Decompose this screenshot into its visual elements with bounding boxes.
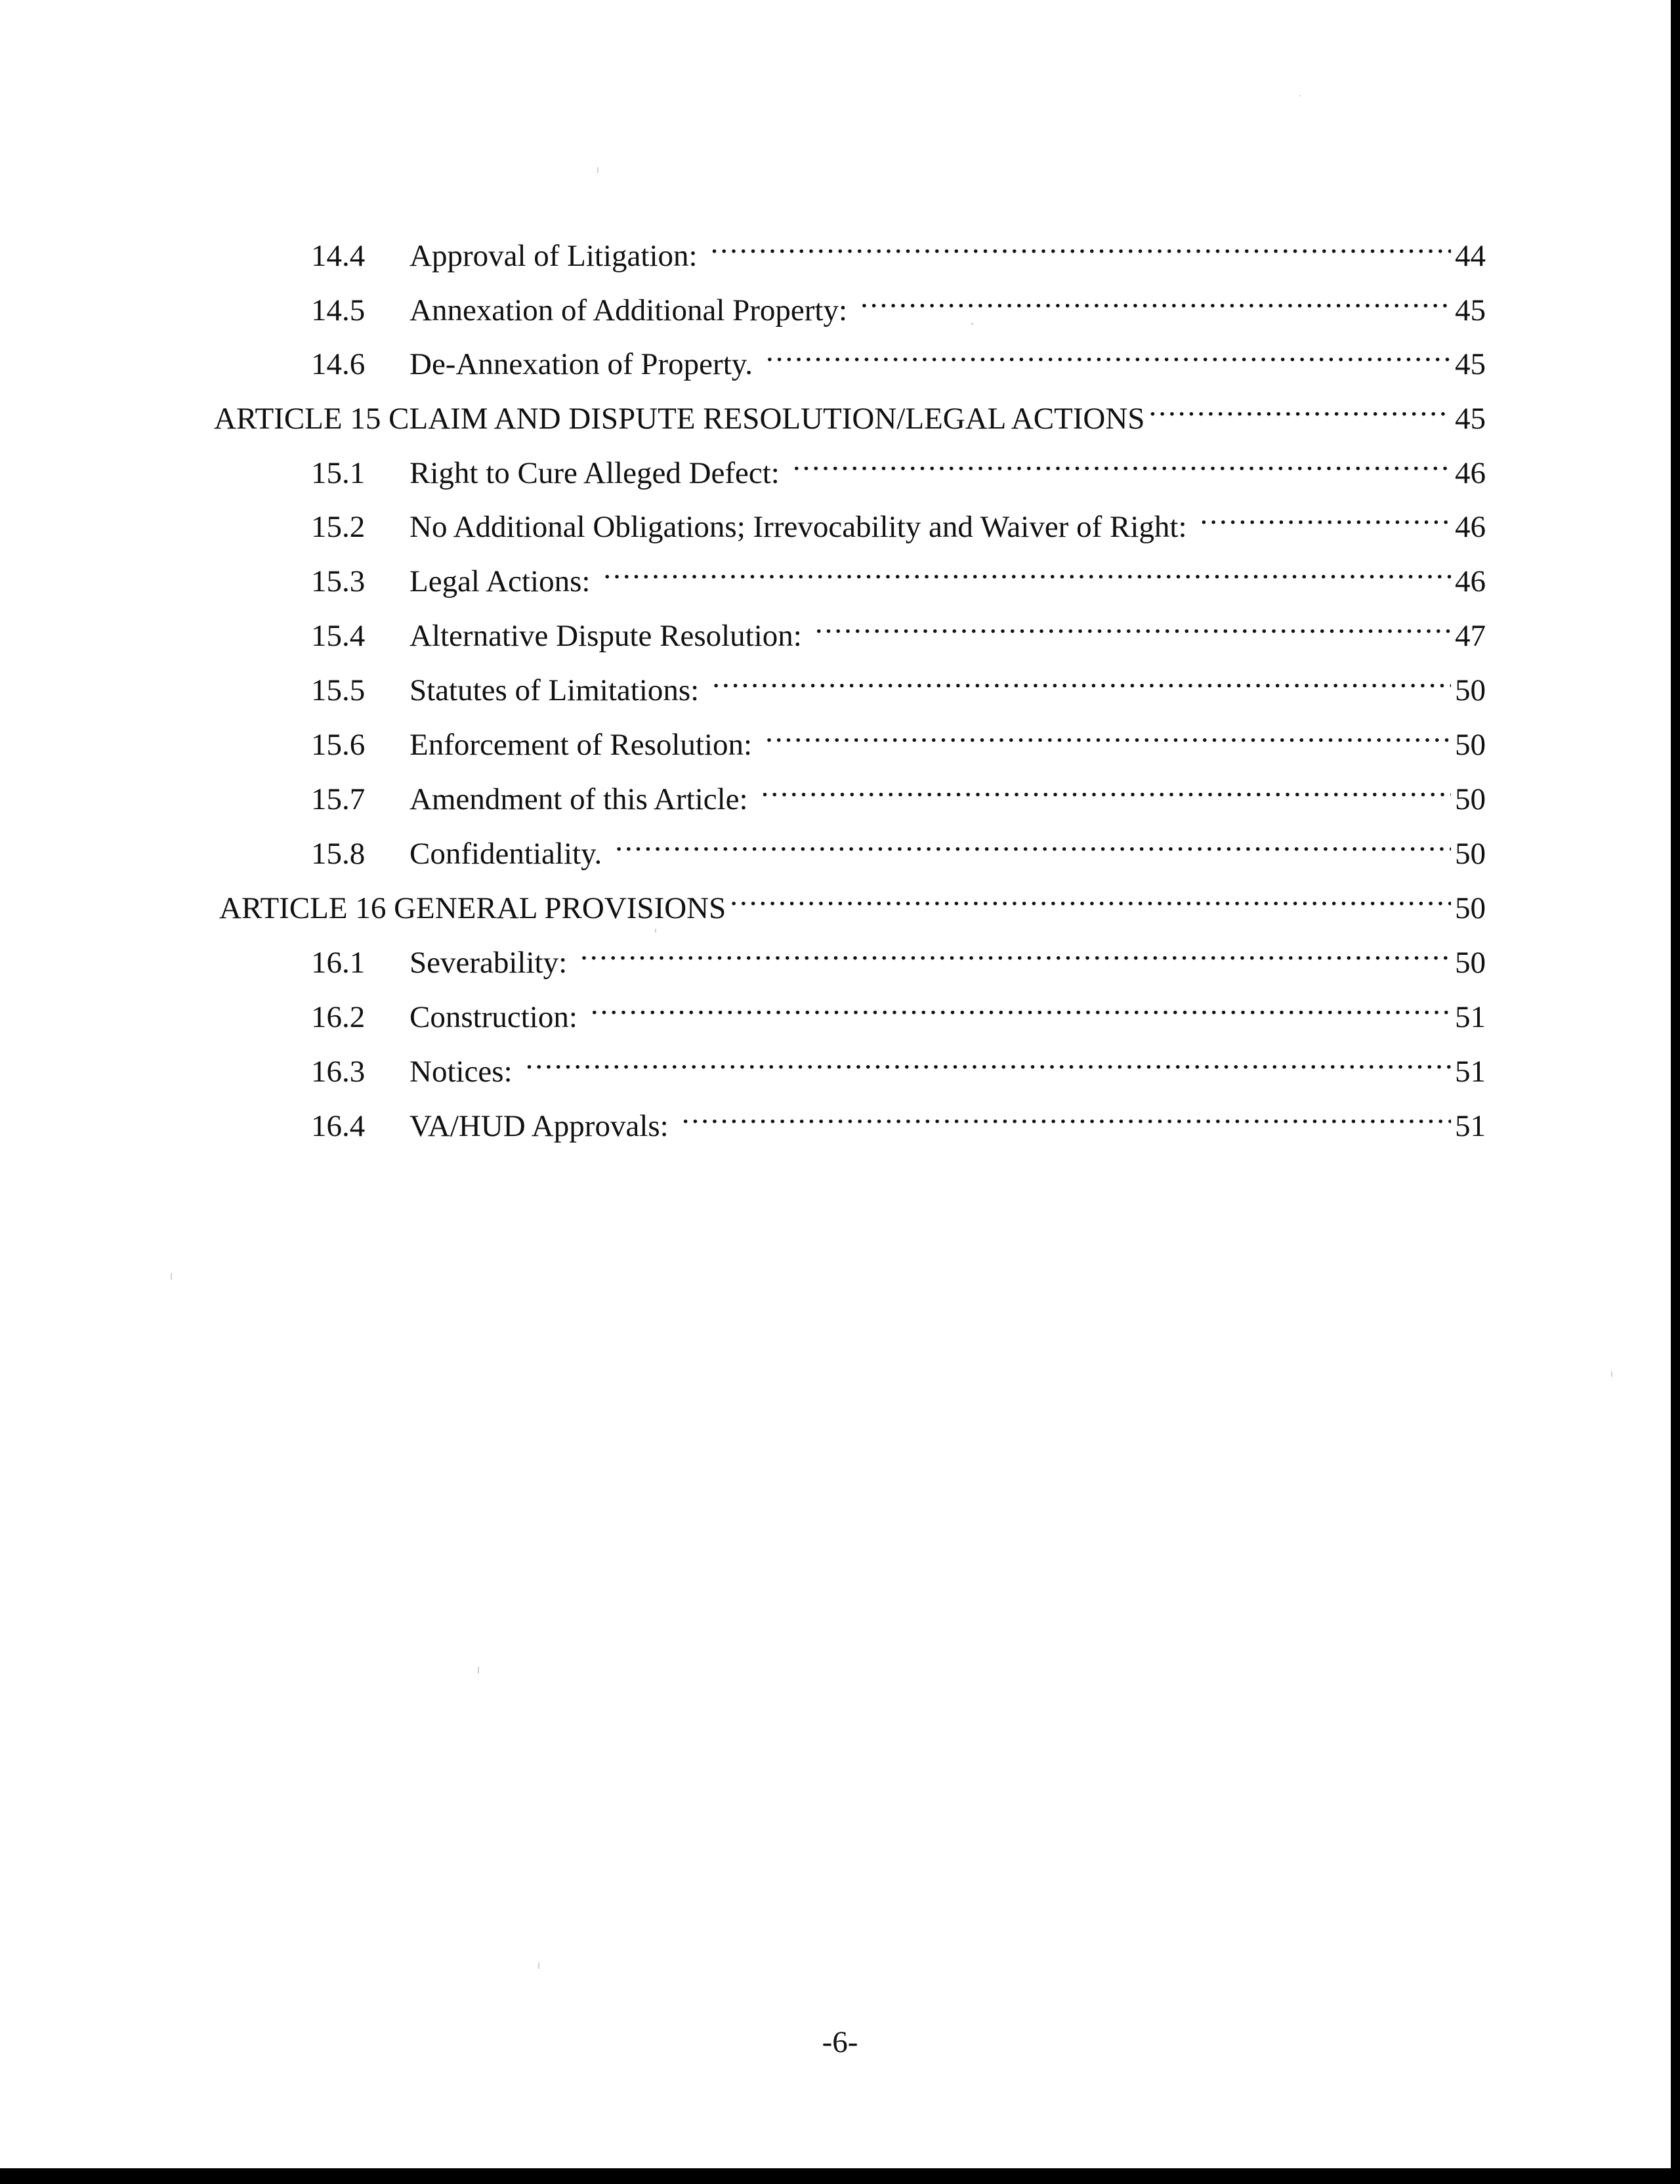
section-number: 15.3 <box>311 564 366 598</box>
section-number: 15.4 <box>311 619 366 653</box>
section-title: Legal Actions: <box>410 564 591 598</box>
section-number: 16.1 <box>311 946 366 980</box>
section-number: 14.6 <box>311 347 366 381</box>
page-number: 50 <box>1455 891 1486 925</box>
toc-row-article-15[interactable] <box>214 383 1486 436</box>
toc-row-15-4[interactable] <box>311 600 1486 653</box>
scan-speck <box>538 1962 539 1969</box>
dot-leader <box>526 1036 1451 1082</box>
section-number: 16.3 <box>311 1055 366 1089</box>
scan-speck <box>655 929 656 933</box>
toc-row-15-8[interactable] <box>311 818 1486 871</box>
page-number: 46 <box>1455 564 1486 598</box>
dot-leader <box>603 545 1451 591</box>
section-title: De-Annexation of Property. <box>410 347 753 381</box>
toc-row-16-3[interactable] <box>311 1036 1486 1089</box>
page-number: 44 <box>1455 239 1486 273</box>
page-number: 51 <box>1455 1055 1486 1089</box>
section-number: 15.2 <box>311 510 366 544</box>
section-number: 16.2 <box>311 1000 366 1034</box>
section-title: Confidentiality. <box>410 837 602 871</box>
toc-row-15-6[interactable] <box>311 709 1486 762</box>
section-title: Right to Cure Alleged Defect: <box>410 456 780 490</box>
scan-speck <box>597 167 598 173</box>
scan-border-right <box>1671 0 1680 2184</box>
section-number: 15.1 <box>311 456 366 490</box>
scan-speck <box>478 1667 479 1673</box>
page-number: 46 <box>1455 510 1486 544</box>
section-number: 14.5 <box>311 293 366 327</box>
toc-row-16-4[interactable] <box>311 1090 1486 1143</box>
toc-row-article-16[interactable] <box>219 872 1486 925</box>
toc-row-15-7[interactable] <box>311 763 1486 816</box>
scan-speck <box>171 1273 172 1280</box>
page-number: 51 <box>1455 1109 1486 1143</box>
dot-leader <box>761 763 1451 809</box>
page-footer-number: -6- <box>822 2025 858 2059</box>
section-title: No Additional Obligations; Irrevocability and Waiver of Right: <box>410 510 1187 544</box>
dot-leader <box>591 981 1451 1027</box>
section-title: Alternative Dispute Resolution: <box>410 619 802 653</box>
page-number: 51 <box>1455 1000 1486 1034</box>
dot-leader <box>712 654 1451 700</box>
dot-leader <box>1148 383 1451 429</box>
section-title: Enforcement of Resolution: <box>410 728 753 762</box>
section-number: 15.8 <box>311 837 366 871</box>
page-number: 45 <box>1455 293 1486 327</box>
scan-speck <box>971 323 973 325</box>
toc-row-15-2[interactable] <box>311 491 1486 544</box>
dot-leader <box>815 600 1451 646</box>
section-title: Notices: <box>410 1055 513 1089</box>
toc-row-16-1[interactable] <box>311 927 1486 980</box>
toc-row-15-3[interactable] <box>311 545 1486 598</box>
toc-row-15-5[interactable] <box>311 654 1486 707</box>
section-title: Statutes of Limitations: <box>410 673 700 707</box>
dot-leader <box>615 818 1451 864</box>
toc-row-14-5[interactable] <box>311 274 1486 327</box>
page-number: 50 <box>1455 673 1486 707</box>
dot-leader <box>580 927 1451 973</box>
toc-row-14-6[interactable] <box>311 328 1486 381</box>
dot-leader <box>765 709 1451 755</box>
section-number: 15.5 <box>311 673 366 707</box>
section-title: Severability: <box>410 946 568 980</box>
toc-row-15-1[interactable] <box>311 437 1486 490</box>
section-title: Amendment of this Article: <box>410 782 748 816</box>
dot-leader <box>711 220 1451 266</box>
dot-leader <box>766 328 1451 374</box>
section-number: 14.4 <box>311 239 366 273</box>
page-number: 46 <box>1455 456 1486 490</box>
dot-leader <box>730 872 1451 918</box>
toc-row-14-4[interactable] <box>311 220 1486 273</box>
toc-row-16-2[interactable] <box>311 981 1486 1034</box>
section-number: 15.7 <box>311 782 366 816</box>
section-title: Approval of Litigation: <box>410 239 698 273</box>
article-title: ARTICLE 16 GENERAL PROVISIONS <box>219 891 726 925</box>
page-number: 50 <box>1455 837 1486 871</box>
scan-speck <box>1611 1372 1612 1377</box>
page-number: 45 <box>1455 347 1486 381</box>
dot-leader <box>682 1090 1451 1136</box>
section-number: 15.6 <box>311 728 366 762</box>
page-number: 50 <box>1455 782 1486 816</box>
scan-border-bottom <box>0 2168 1680 2184</box>
page-number: 50 <box>1455 946 1486 980</box>
dot-leader <box>1200 491 1451 537</box>
dot-leader <box>860 274 1451 320</box>
section-title: Construction: <box>410 1000 578 1034</box>
article-title: ARTICLE 15 CLAIM AND DISPUTE RESOLUTION/LEGAL ACTIONS <box>214 402 1145 436</box>
scan-speck <box>1299 95 1301 96</box>
page-number: 45 <box>1455 402 1486 436</box>
section-number: 16.4 <box>311 1109 366 1143</box>
dot-leader <box>793 437 1451 483</box>
page-number: 47 <box>1455 619 1486 653</box>
page-number: 50 <box>1455 728 1486 762</box>
section-title: Annexation of Additional Property: <box>410 293 848 327</box>
section-title: VA/HUD Approvals: <box>410 1109 669 1143</box>
